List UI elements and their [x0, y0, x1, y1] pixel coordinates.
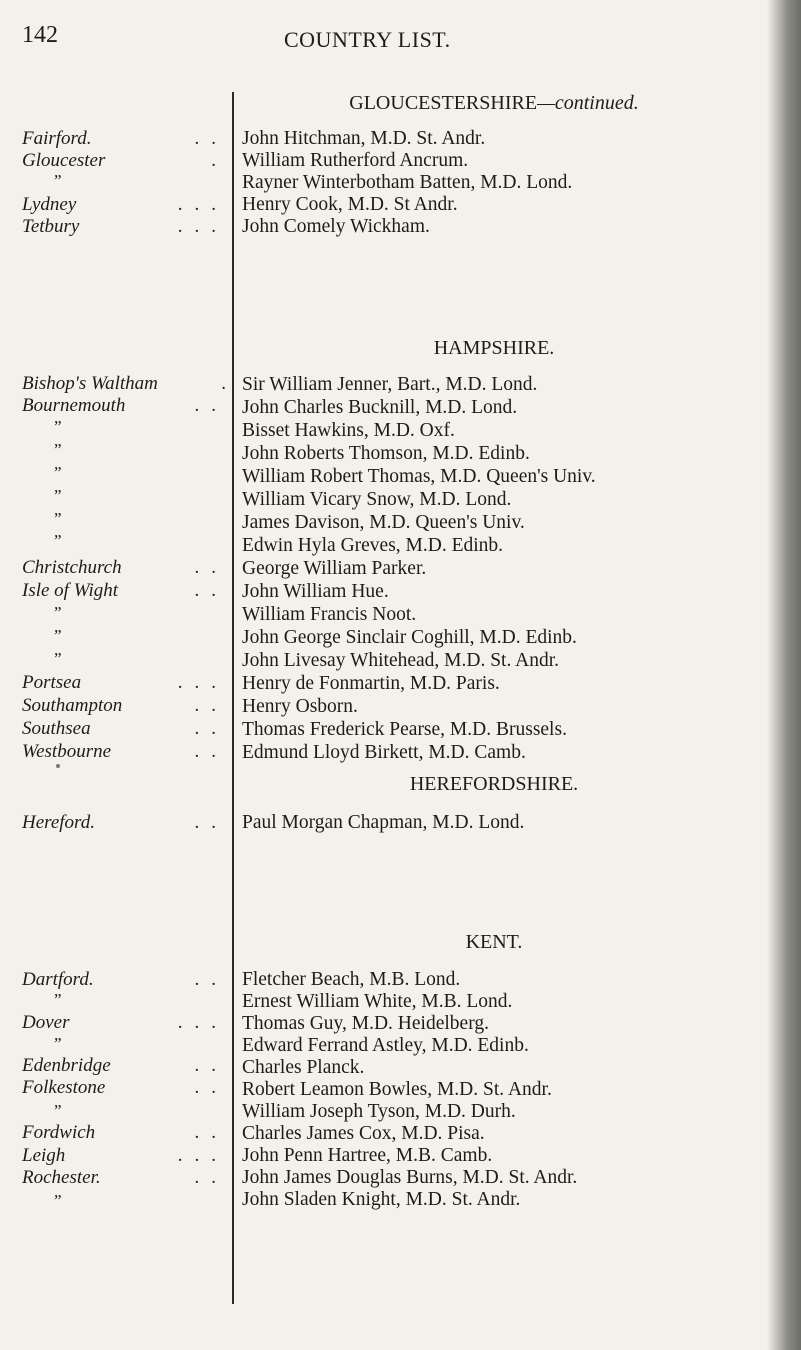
entry: John Livesay Whitehead, M.D. St. Andr. [242, 650, 560, 671]
place-hereford: Hereford. .. [22, 812, 228, 833]
entry: Rayner Winterbotham Batten, M.D. Lond. [242, 172, 573, 193]
column-divider [232, 92, 234, 1304]
section-title-kent: KENT. [465, 931, 523, 953]
place-edenbridge: Edenbridge .. [22, 1055, 228, 1076]
section-title-herefordshire: HEREFORDSHIRE. [409, 773, 579, 795]
page-edge-shadow [767, 0, 801, 1350]
entry: John Penn Hartree, M.B. Camb. [242, 1145, 493, 1166]
place-dover: Dover ... [22, 1012, 228, 1033]
place-southampton: Southampton .. [22, 695, 228, 716]
entry: John Roberts Thomson, M.D. Edinb. [242, 443, 530, 464]
ditto-mark: ” [54, 1101, 62, 1120]
section-title-continued: —continued. [537, 92, 639, 114]
place-isle-of-wight: Isle of Wight .. [22, 580, 228, 601]
ditto-mark: ” [54, 603, 62, 622]
place-christchurch: Christchurch .. [22, 557, 228, 578]
entry: William Robert Thomas, M.D. Queen's Univ. [242, 466, 596, 487]
place-bishops-waltham: Bishop's Waltham . [22, 373, 238, 394]
ditto-mark: ” [54, 531, 62, 550]
entry: John Charles Bucknill, M.D. Lond. [242, 397, 518, 418]
entry: Fletcher Beach, M.B. Lond. [242, 969, 461, 990]
entry: Bisset Hawkins, M.D. Oxf. [242, 420, 455, 441]
place-portsea: Portsea ... [22, 672, 228, 693]
running-head: COUNTRY LIST. [284, 27, 451, 52]
entry: Thomas Guy, M.D. Heidelberg. [242, 1013, 489, 1034]
place-dartford: Dartford. .. [22, 969, 228, 990]
entry: William Rutherford Ancrum. [242, 150, 469, 171]
entry: Edward Ferrand Astley, M.D. Edinb. [242, 1035, 529, 1056]
entry: Edmund Lloyd Birkett, M.D. Camb. [242, 742, 526, 763]
ditto-mark: ” [54, 171, 62, 190]
entry: Henry Osborn. [242, 696, 358, 717]
entry: Paul Morgan Chapman, M.D. Lond. [242, 812, 525, 833]
section-title-text: GLOUCESTERSHIRE [349, 92, 538, 114]
ditto-mark: ” [54, 990, 62, 1009]
ditto-mark: ” [54, 486, 62, 505]
entry: William Vicary Snow, M.D. Lond. [242, 489, 512, 510]
entry: Edwin Hyla Greves, M.D. Edinb. [242, 535, 504, 556]
place-lydney: Lydney ... [22, 194, 228, 215]
entry: John Sladen Knight, M.D. St. Andr. [242, 1189, 521, 1210]
entry: William Francis Noot. [242, 604, 417, 625]
place-fairford: Fairford. .. [22, 128, 228, 149]
entry: John William Hue. [242, 581, 389, 602]
section-title-hampshire: HAMPSHIRE. [433, 337, 555, 359]
entry: George William Parker. [242, 558, 427, 579]
entry: John James Douglas Burns, M.D. St. Andr. [242, 1167, 578, 1188]
entry: William Joseph Tyson, M.D. Durh. [242, 1101, 516, 1122]
place-fordwich: Fordwich .. [22, 1122, 228, 1143]
entry: Robert Leamon Bowles, M.D. St. Andr. [242, 1079, 552, 1100]
place-rochester: Rochester. .. [22, 1167, 228, 1188]
place-gloucester: Gloucester . [22, 150, 228, 171]
section-title-gloucestershire [234, 92, 754, 115]
ditto-mark: ” [54, 1191, 62, 1210]
ditto-mark: ” [54, 649, 62, 668]
entry: James Davison, M.D. Queen's Univ. [242, 512, 525, 533]
entry: John Hitchman, M.D. St. Andr. [242, 128, 486, 149]
place-southsea: Southsea .. [22, 718, 228, 739]
entry: John George Sinclair Coghill, M.D. Edinb. [242, 627, 577, 648]
entry: John Comely Wickham. [242, 216, 430, 237]
ditto-mark: ” [54, 440, 62, 459]
entry: Charles Planck. [242, 1057, 365, 1078]
place-tetbury: Tetbury ... [22, 216, 228, 237]
ditto-mark: ” [54, 417, 62, 436]
page-number: 142 [22, 22, 58, 48]
entry: Thomas Frederick Pearse, M.D. Brussels. [242, 719, 567, 740]
entry: Henry de Fonmartin, M.D. Paris. [242, 673, 500, 694]
ditto-mark: ” [54, 1034, 62, 1053]
entry: Charles James Cox, M.D. Pisa. [242, 1123, 485, 1144]
entry: Ernest William White, M.B. Lond. [242, 991, 513, 1012]
place-westbourne: Westbourne .. [22, 741, 228, 762]
ditto-mark: ” [54, 626, 62, 645]
entry: Henry Cook, M.D. St Andr. [242, 194, 458, 215]
entry: Sir William Jenner, Bart., M.D. Lond. [242, 374, 538, 395]
place-bournemouth: Bournemouth .. [22, 395, 228, 416]
place-leigh: Leigh ... [22, 1145, 228, 1166]
place-folkestone: Folkestone .. [22, 1077, 228, 1098]
ditto-mark: ” [54, 463, 62, 482]
stray-mark [56, 764, 60, 768]
ditto-mark: ” [54, 509, 62, 528]
